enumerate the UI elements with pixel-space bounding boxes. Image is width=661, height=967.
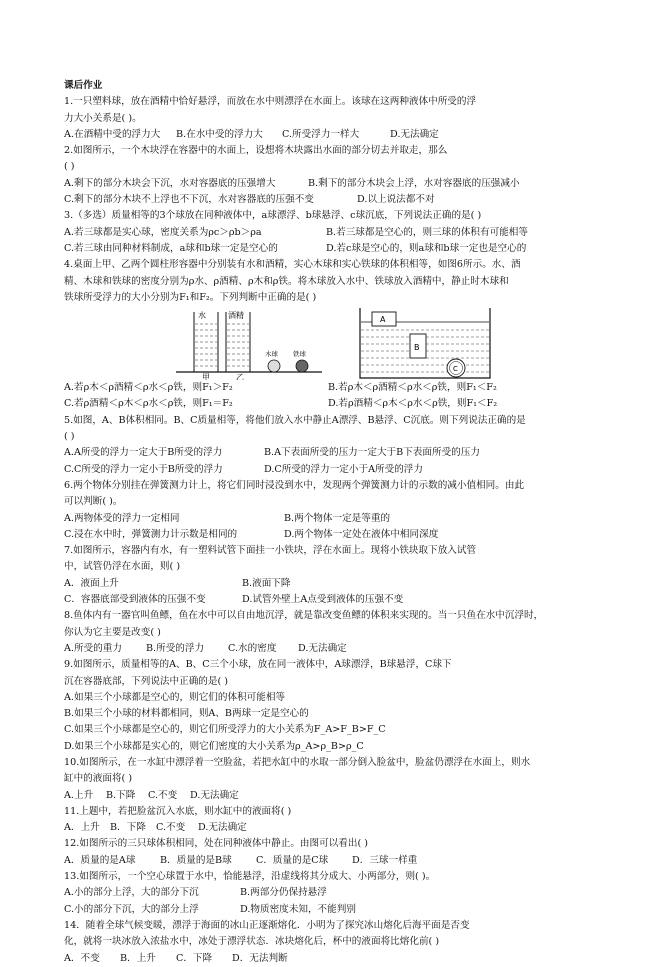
q6-option-c: C.浸在水中时，弹簧测力计示数是相同的 bbox=[64, 528, 238, 540]
q3-option-a: A.若三球都是实心球，密度关系为ρc＞ρb＞ρa bbox=[64, 226, 262, 238]
q7-options-row1 bbox=[64, 576, 604, 592]
q6-option-a: A.两物体受的浮力一定相同 bbox=[64, 512, 180, 524]
q1-stem-line1: 1.一只塑料球，放在酒精中恰好悬浮，而放在水中则漂浮在水面上。该球在这两种液体中所受的浮 bbox=[64, 96, 477, 108]
q12-options bbox=[64, 853, 604, 869]
q10-option-d: D.无法确定 bbox=[190, 789, 239, 801]
iron-ball-icon bbox=[296, 360, 308, 372]
q2-options-row1 bbox=[64, 176, 604, 192]
q4-figures bbox=[64, 306, 604, 380]
q1-option-d: D.无法确定 bbox=[390, 128, 439, 140]
homework-page bbox=[64, 78, 604, 967]
q12-option-a: A．质量的是A球 bbox=[64, 854, 136, 866]
q14-options bbox=[64, 951, 604, 967]
q7-stem-line1: 7.如图所示，容器内有水，有一塑料试管下面挂一小铁块，浮在水面上。现将小铁块取下放入试管 bbox=[64, 545, 477, 557]
q12-option-c: C．质量的是C球 bbox=[256, 854, 329, 866]
label-wood-ball: 木球 bbox=[265, 350, 278, 359]
q2-option-d: D.以上说法都不对 bbox=[357, 194, 435, 206]
label-alcohol: 酒精 bbox=[228, 311, 244, 321]
label-iron-ball: 铁球 bbox=[293, 350, 306, 359]
label-yi: 乙 bbox=[236, 373, 244, 381]
q10-stem-line1: 10.如图所示，在一水缸中漂浮着一空脸盆，若把水缸中的水取一部分倒入脸盆中，脸盆仍漂浮在水面上，则水 bbox=[64, 756, 531, 768]
q7-option-d: D.试管外壁上A点受到液体的压强不变 bbox=[242, 594, 404, 606]
q10-option-b: B.下降 bbox=[106, 789, 136, 801]
q4-stem-line3: 铁球所受浮力的大小分别为F₁和F₂。下列判断中正确的是( ) bbox=[64, 291, 317, 303]
q4-options-row1 bbox=[64, 380, 604, 396]
q10-option-a: A.上升 bbox=[64, 789, 94, 801]
q11-option-d: D.无法确定 bbox=[198, 822, 247, 834]
figure-tank-abc bbox=[356, 306, 496, 386]
q5-options-row1 bbox=[64, 445, 604, 461]
q11-stem: 11.上题中，若把脸盆沉入水底，则水缸中的液面将( ) bbox=[64, 805, 292, 817]
q9-stem-line2: 沉在容器底部，下列说法中正确的是( ) bbox=[64, 675, 229, 687]
q14-option-c: C．下降 bbox=[176, 952, 213, 964]
q12-option-b: B．质量的是B球 bbox=[160, 854, 232, 866]
q8-option-b: B.所受的浮力 bbox=[146, 642, 205, 654]
q1-option-c: C.所受浮力一样大 bbox=[282, 128, 360, 140]
q5-option-c: C.C所受的浮力一定小于B所受的浮力 bbox=[64, 463, 223, 475]
q14-option-a: A．不变 bbox=[64, 952, 100, 964]
q6-option-b: B.两个物体一定是等重的 bbox=[284, 512, 391, 524]
q3-stem: 3.（多选）质量相等的3个球放在同种液体中，a球漂浮、b球悬浮、c球沉底，下列说法正确的是( ) bbox=[64, 210, 482, 222]
figure-containers-jia-yi bbox=[174, 306, 324, 386]
q10-stem-line2: 缸中的液面将( ) bbox=[64, 773, 133, 785]
q11-option-c: C.不变 bbox=[156, 822, 186, 834]
q4-option-c: C.若ρ酒精＜ρ木＜ρ水＜ρ铁，则F₁＝F₂ bbox=[64, 398, 233, 410]
q9-option-b: B.如果三个小球的材料都相同，则A、B两球一定是空心的 bbox=[64, 708, 309, 720]
q13-option-c: C.小的部分下沉，大的部分上浮 bbox=[64, 903, 199, 915]
q7-option-c: C．容器底部受到液体的压强不变 bbox=[64, 594, 206, 606]
q13-options-row1 bbox=[64, 885, 604, 901]
q2-stem-line2: ( ) bbox=[64, 161, 75, 173]
q7-options-row2 bbox=[64, 592, 604, 608]
q14-stem-line2: 化，就将一块冰放入浓盐水中，冰处于漂浮状态．冰块熔化后，杯中的液面将比熔化前( ) bbox=[64, 936, 440, 948]
q9-stem-line1: 9.如图所示，质量相等的A、B、C三个小球，放在同一液体中，A球漂浮，B球悬浮，C球下 bbox=[64, 659, 452, 671]
label-block-b: B bbox=[414, 343, 420, 353]
label-ball-c: C bbox=[453, 365, 458, 374]
q13-option-b: B.两部分仍保持悬浮 bbox=[240, 887, 327, 899]
q9-option-a: A.如果三个小球都是空心的，则它们的体积可能相等 bbox=[64, 691, 286, 703]
q4-option-d: D.若ρ酒精＜ρ木＜ρ水＜ρ铁，则F₁＜F₂ bbox=[328, 398, 498, 410]
q1-options bbox=[64, 127, 604, 143]
q8-option-a: A.所受的重力 bbox=[64, 642, 122, 654]
q4-option-b: B.若ρ木＜ρ酒精＜ρ水＜ρ铁，则F₁＜F₂ bbox=[328, 382, 497, 394]
q8-stem-line1: 8.鱼体内有一器官叫鱼鳔，鱼在水中可以自由地沉浮，就是靠改变鱼鳔的体积来实现的。当一只鱼在水中沉浮时， bbox=[64, 610, 544, 622]
label-jia: 甲 bbox=[202, 373, 210, 381]
q11-option-b: B．下降 bbox=[110, 822, 146, 834]
q3-options-row1 bbox=[64, 225, 604, 241]
q1-option-b: B.在水中受的浮力大 bbox=[176, 128, 263, 140]
q13-option-d: D.物质密度未知，不能判别 bbox=[240, 903, 356, 915]
q13-stem: 13.如图所示，一个空心球置于水中，恰能悬浮，沿虚线将其分成大、小两部分，则( )。 bbox=[64, 871, 436, 883]
q5-option-a: A.A所受的浮力一定大于B所受的浮力 bbox=[64, 447, 223, 459]
q6-option-d: D.两个物体一定处在液体中相同深度 bbox=[284, 528, 439, 540]
q6-options-row2 bbox=[64, 527, 604, 543]
q6-options-row1 bbox=[64, 511, 604, 527]
q4-stem-line2: 精、木球和铁球的密度分别为ρ水、ρ酒精、ρ木和ρ铁。将木球放入水中、铁球放入酒精中，静止时木球和 bbox=[64, 275, 509, 287]
label-water: 水 bbox=[198, 311, 206, 321]
q11-option-a: A．上升 bbox=[64, 822, 100, 834]
q3-option-d: D.若c球是空心的，则a球和b球一定也是空心的 bbox=[326, 242, 527, 254]
q10-options bbox=[64, 788, 604, 804]
q7-stem-line2: 中，试管仍浮在水面，则( ) bbox=[64, 561, 181, 573]
q9-option-d: D.如果三个小球都是实心的，则它们密度的大小关系为ρ_A>ρ_B>ρ_C bbox=[64, 740, 364, 752]
q5-options-row2 bbox=[64, 462, 604, 478]
wood-ball-icon bbox=[268, 360, 280, 372]
section-heading: 课后作业 bbox=[64, 80, 103, 91]
q7-option-a: A．液面上升 bbox=[64, 577, 119, 589]
q13-option-a: A.小的部分上浮，大的部分下沉 bbox=[64, 887, 199, 899]
q1-option-a: A.在酒精中受的浮力大 bbox=[64, 128, 161, 140]
q6-stem-line2: 可以判断( )。 bbox=[64, 496, 123, 508]
q3-option-b: B.若三球都是空心的，则三球的体积有可能相等 bbox=[326, 226, 528, 238]
q14-stem-line1: 14．随着全球气候变暖，漂浮于海面的冰山正逐渐熔化．小明为了探究冰山熔化后海平面是否变 bbox=[64, 919, 470, 931]
q5-option-d: D.C所受的浮力一定小于A所受的浮力 bbox=[264, 463, 423, 475]
q1-stem-line2: 力大小关系是( )。 bbox=[64, 112, 142, 124]
q12-option-d: D．三球一样重 bbox=[352, 854, 418, 866]
q9-option-c: C.如果三个小球都是空心的，则它们所受浮力的大小关系为F_A>F_B>F_C bbox=[64, 724, 386, 736]
q2-option-c: C.剩下的部分木块不上浮也不下沉，水对容器底的压强不变 bbox=[64, 194, 314, 206]
q7-option-b: B.液面下降 bbox=[242, 577, 291, 589]
q13-options-row2 bbox=[64, 902, 604, 918]
q14-option-b: B．上升 bbox=[120, 952, 156, 964]
label-block-a: A bbox=[380, 315, 386, 325]
q10-option-c: C.不变 bbox=[148, 789, 178, 801]
q4-option-a: A.若ρ木＜ρ酒精＜ρ水＜ρ铁，则F₁＞F₂ bbox=[64, 382, 233, 394]
q3-options-row2 bbox=[64, 241, 604, 257]
q5-stem-line2: ( ) bbox=[64, 431, 75, 443]
q8-stem-line2: 你认为它主要是改变( ) bbox=[64, 626, 161, 638]
q3-option-c: C.若三球由同种材料制成，a球和b球一定是空心的 bbox=[64, 242, 278, 254]
q8-options bbox=[64, 641, 604, 657]
q5-option-b: B.A下表面所受的压力一定大于B下表面所受的压力 bbox=[264, 447, 480, 459]
q2-stem-line1: 2.如图所示，一个木块浮在容器中的水面上，设想将木块露出水面的部分切去并取走，那么 bbox=[64, 145, 448, 157]
q4-options-row2 bbox=[64, 396, 604, 412]
q4-stem-line1: 4.桌面上甲、乙两个圆柱形容器中分别装有水和酒精，实心木球和实心铁球的体积相等，如图6所示。水、酒 bbox=[64, 259, 521, 271]
q11-options bbox=[64, 820, 604, 836]
q2-option-b: B.剩下的部分木块会上浮，水对容器底的压强减小 bbox=[308, 177, 520, 189]
q8-option-d: D.无法确定 bbox=[298, 642, 347, 654]
q2-options-row2 bbox=[64, 192, 604, 208]
q14-option-d: D．无法判断 bbox=[232, 952, 288, 964]
q5-stem-line1: 5.如图，A、B体积相同。B、C质量相等，将他们放入水中静止A漂浮、B悬浮、C沉底。则下列说法正确的是 bbox=[64, 414, 526, 426]
q12-stem: 12.如图所示的三只球体积相同，处在同种液体中静止。由图可以看出( ) bbox=[64, 838, 369, 850]
q6-stem-line1: 6.两个物体分别挂在弹簧测力计上，将它们同时浸没到水中，发现两个弹簧测力计的示数的减小值相同。由此 bbox=[64, 479, 525, 491]
q2-option-a: A.剩下的部分木块会下沉，水对容器底的压强增大 bbox=[64, 177, 276, 189]
q8-option-c: C.水的密度 bbox=[228, 642, 277, 654]
